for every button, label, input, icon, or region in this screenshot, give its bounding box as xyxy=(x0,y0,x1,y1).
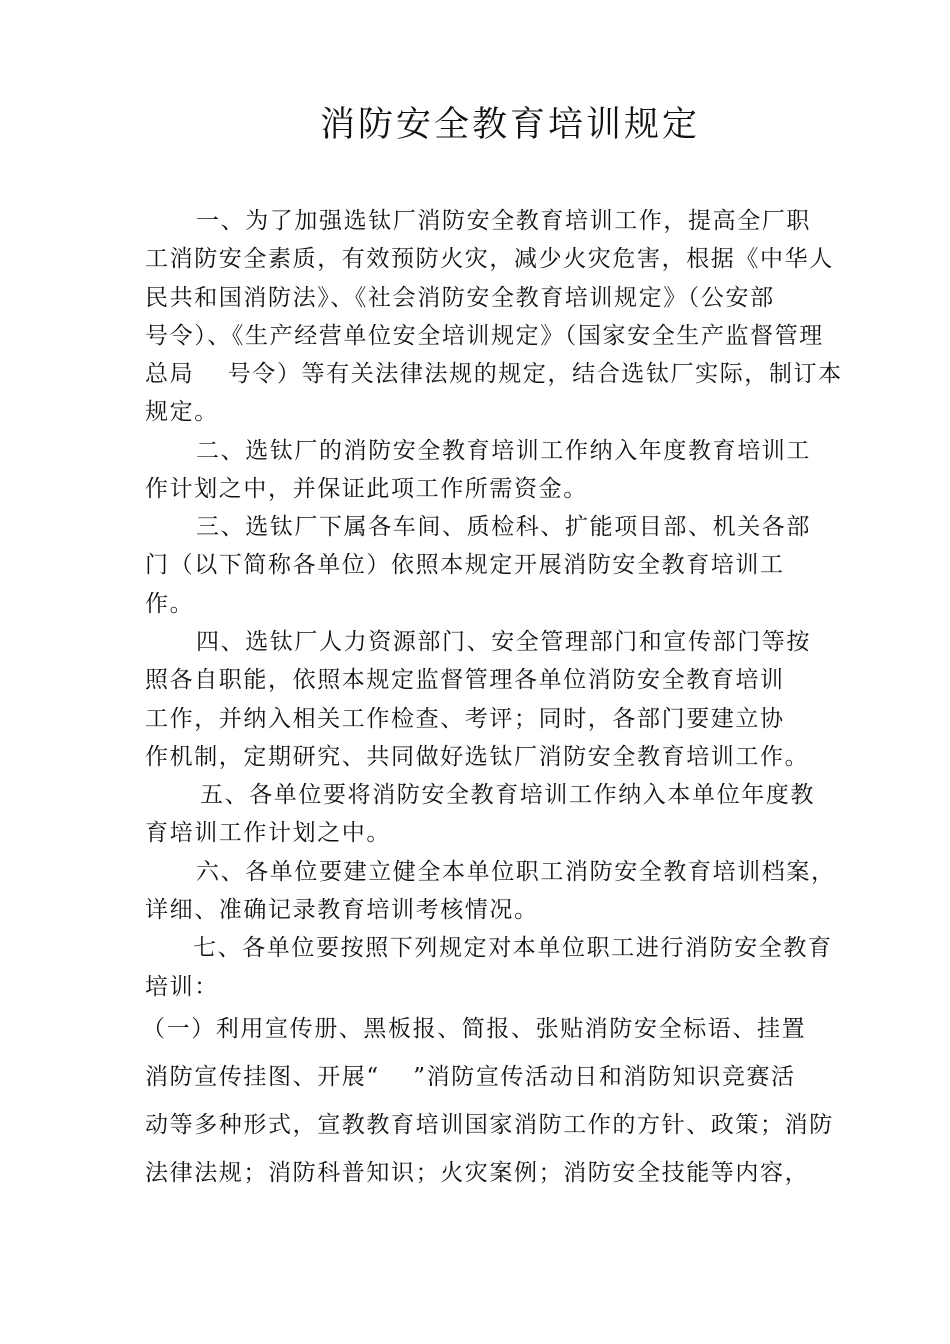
paragraph-1-line-1: 一、为了加强选钛厂消防安全教育培训工作，提高全厂职 xyxy=(196,208,811,234)
paragraph-5-line-2: 育培训工作计划之中。 xyxy=(145,820,391,846)
paragraph-1-line-3: 民共和国消防法》、《社会消防安全教育培训规定》（公安部 xyxy=(145,285,775,311)
paragraph-4-line-4: 作机制，定期研究、共同做好选钛厂消防安全教育培训工作。 xyxy=(145,744,810,770)
paragraph-1-line-2: 工消防安全素质，有效预防火灾，减少火灾危害，根据《中华人 xyxy=(145,246,834,272)
item-1-line-2: 消防宣传挂图、开展“ ”消防宣传活动日和消防知识竞赛活 xyxy=(145,1064,796,1090)
paragraph-6-line-1: 六、各单位要建立健全本单位职工消防安全教育培训档案， xyxy=(196,859,836,885)
item-1-line-3: 动等多种形式，宣教教育培训国家消防工作的方针、政策；消防 xyxy=(145,1112,834,1138)
paragraph-4-line-3: 工作，并纳入相关工作检查、考评；同时，各部门要建立协 xyxy=(145,706,785,732)
document-title: 消防安全教育培训规定 xyxy=(319,105,700,145)
paragraph-1-line-4: 号令）、《生产经营单位安全培训规定》（国家安全生产监督管理 xyxy=(145,323,824,349)
paragraph-4-line-1: 四、选钛厂人力资源部门、安全管理部门和宣传部门等按 xyxy=(196,629,811,655)
paragraph-1-line-5: 总局 号令）等有关法律法规的规定，结合选钛厂实际，制订本 xyxy=(145,361,843,387)
paragraph-3-line-2: 门（以下简称各单位）依照本规定开展消防安全教育培训工 xyxy=(145,552,785,578)
paragraph-1-line-6: 规定。 xyxy=(145,399,219,425)
paragraph-6-line-2: 详细、准确记录教育培训考核情况。 xyxy=(145,897,539,923)
paragraph-2-line-1: 二、选钛厂的消防安全教育培训工作纳入年度教育培训工 xyxy=(196,438,811,464)
paragraph-5-line-1: 五、各单位要将消防安全教育培训工作纳入本单位年度教 xyxy=(200,782,815,808)
paragraph-3-line-3: 作。 xyxy=(145,591,195,617)
paragraph-3-line-1: 三、选钛厂下属各车间、质检科、扩能项目部、机关各部 xyxy=(196,514,811,540)
paragraph-4-line-2: 照各自职能，依照本规定监督管理各单位消防安全教育培训 xyxy=(145,667,785,693)
paragraph-2-line-2: 作计划之中，并保证此项工作所需资金。 xyxy=(145,476,588,502)
item-1-line-4: 法律法规；消防科普知识；火灾案例；消防安全技能等内容， xyxy=(145,1160,810,1186)
paragraph-7-line-1: 七、各单位要按照下列规定对本单位职工进行消防安全教育 xyxy=(193,935,833,961)
paragraph-7-line-2: 培训： xyxy=(145,974,219,1000)
item-1-line-1: （一）利用宣传册、黑板报、简报、张贴消防安全标语、挂置 xyxy=(142,1016,807,1042)
